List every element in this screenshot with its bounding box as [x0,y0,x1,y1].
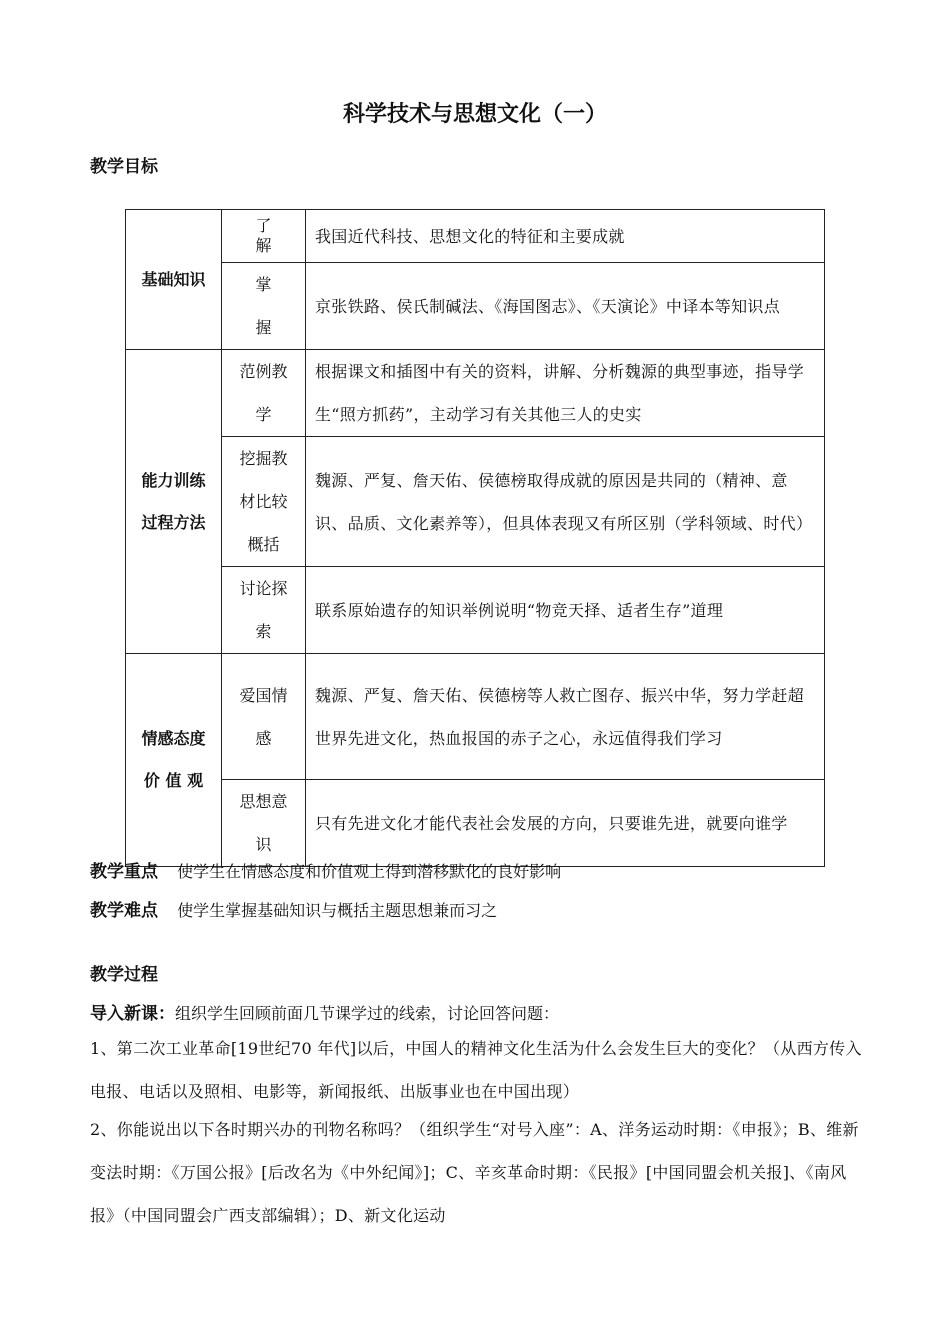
subcategory-cell [222,210,306,263]
table-row [126,780,825,867]
difficult-point-text: 使学生掌握基础知识与概括主题思想兼而习之 [177,901,498,920]
category-cell [126,654,222,867]
table-row [126,350,825,437]
page-title: 科学技术与思想文化（一） [342,102,607,127]
intro-line [90,999,559,1024]
subcategory-cell [222,437,306,567]
description-cell: 联系原始遗存的知识举例说明“物竞天择、适者生存”道理 [306,567,825,654]
subcategory-label: 范例教学 [239,362,288,424]
table-row [126,437,825,567]
category-label: 能力训练 [141,470,206,490]
subcategory-label: 讨论探索 [239,579,288,641]
objectives-heading: 教学目标 [90,157,158,177]
difficult-point-line [90,896,497,921]
description-cell: 只有先进文化才能代表社会发展的方向，只要谁先进，就要向谁学 [306,780,825,867]
intro-label: 导入新课： [90,1004,175,1024]
question-2: 2、你能说出以下各时期兴办的刊物名称吗？（组织学生“对号入座”：A、洋务运动时期：《申报》；B、维新变法时期：《万国公报》[后改名为《中外纪闻》]；C、辛亥革命时期：《民报》[中国同盟会机关报]、《南风报》（中国同盟会广西支部编辑）；D、新文化运动 [90,1120,859,1225]
category-label: 基础知识 [141,269,206,289]
key-point-label: 教学重点 [90,862,158,882]
table-row [126,210,825,263]
description-cell: 根据课文和插图中有关的资料，讲解、分析魏源的典型事迹，指导学生“照方抓药”，主动学习有关其他三人的史实 [306,350,825,437]
intro-text: 组织学生回顾前面几节课学过的线索，讨论回答问题： [175,1004,560,1023]
subcategory-cell [222,350,306,437]
description-cell: 京张铁路、侯氏制碱法、《海国图志》、《天演论》中译本等知识点 [306,263,825,350]
table-row [126,263,825,350]
objectives-table [125,209,825,867]
process-heading: 教学过程 [90,965,158,985]
category-label: 情感态度 [141,729,206,748]
category-label: 价 值 观 [143,771,204,790]
subcategory-label: 挖掘教材比较概括 [239,449,288,554]
category-label: 过程方法 [141,512,206,532]
subcategory-label: 爱国情感 [239,685,288,748]
description-cell: 魏源、严复、詹天佑、侯德榜等人救亡图存、振兴中华，努力学赶超世界先进文化，热血报国的赤子之心，永远值得我们学习 [306,654,825,780]
description-cell: 魏源、严复、詹天佑、侯德榜取得成就的原因是共同的（精神、意识、品质、文化素养等），但具体表现又有所区别（学科领域、时代） [306,437,825,567]
description-cell: 我国近代科技、思想文化的特征和主要成就 [306,210,825,263]
category-cell [126,350,222,654]
question-1: 1、第二次工业革命[19世纪70 年代]以后，中国人的精神文化生活为什么会发生巨大的变化？（从西方传入电报、电话以及照相、电影等，新闻报纸、出版事业也在中国出现） [90,1039,862,1101]
subcategory-cell [222,263,306,350]
table-row [126,654,825,780]
key-point-text: 使学生在情感态度和价值观上得到潜移默化的良好影响 [177,862,562,881]
subcategory-cell [222,567,306,654]
subcategory-cell [222,654,306,780]
subcategory-label: 掌握 [255,275,272,337]
subcategory-label: 了解 [255,216,272,255]
difficult-point-label: 教学难点 [90,901,158,921]
subcategory-label: 思想意识 [239,792,288,854]
subcategory-cell [222,780,306,867]
table-row [126,567,825,654]
key-point-line [90,857,561,882]
category-cell [126,210,222,350]
